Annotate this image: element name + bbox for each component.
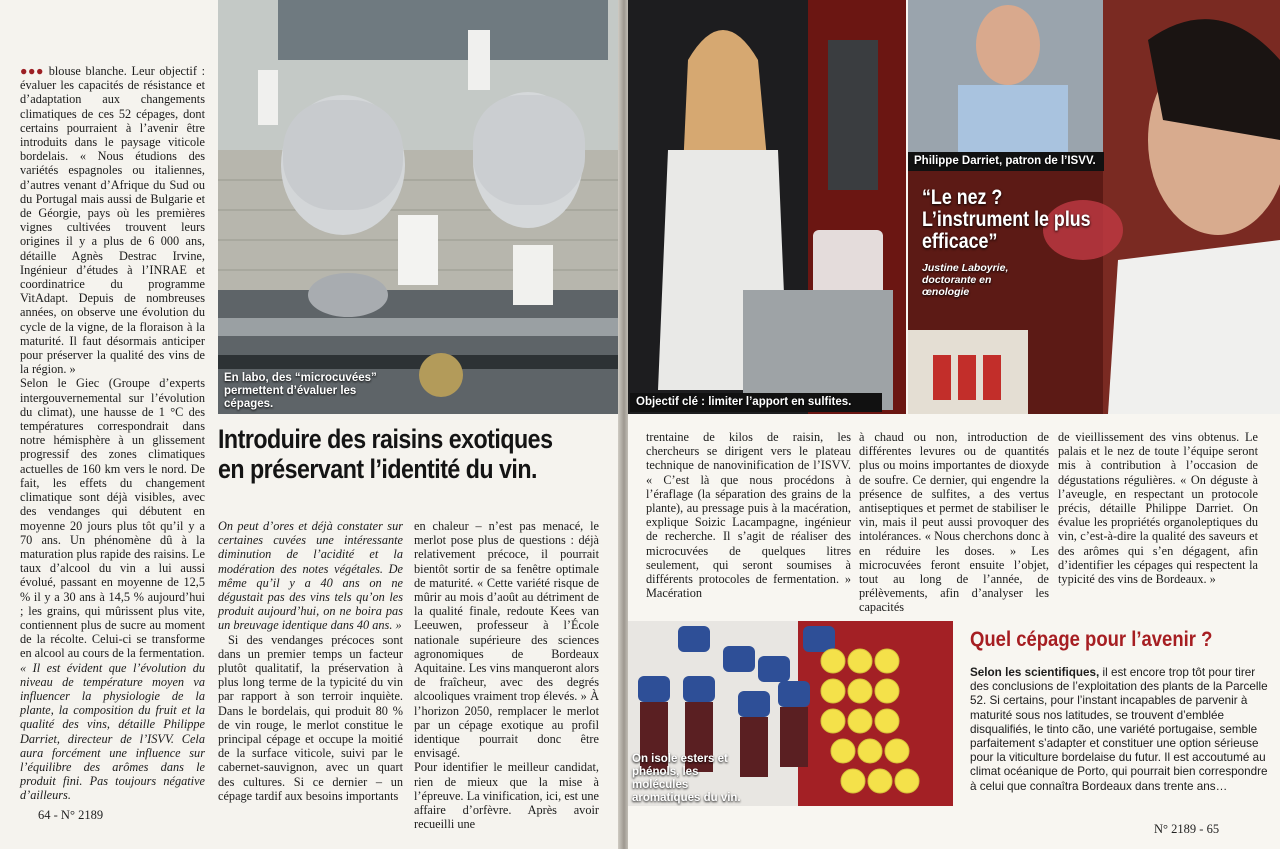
- page-number-right: N° 2189 - 65: [1154, 822, 1220, 836]
- paragraph: Si des vendanges précoces sont dans un premier temps un facteur plutôt qualitatif, la préservation à plus long terme de la typicité du vin par rapport à son terroir inquiète. Dans le bordelais, qui produit 80 % de vin rouge, le merlot constitue le principal cépage et occupe la moitié de la surface viticole, suivi par le cabernet-sauvignon, avec un quart des cultures. Si ce dernier – un cépage tardif aux besoins importants: [218, 632, 403, 803]
- paragraph: en chaleur – n’est pas menacé, le merlot pose plus de questions : déjà relativement précoce, il pourrait bientôt sortir de sa fenêtre optimale de maturité. « Cette variété risque de mûrir au mois d’août au détriment de la qualité finale, redoute Kees van Leeuwen, professeur à l’École nationale supérieure des sciences agronomiques de Bordeaux Aquitaine. Les vins manqueront alors de fraîcheur, avec des degrés alcooliques vraiment trop élevés. » À l’horizon 2050, remplacer le merlot par un cépage exotique au profil identique pourrait donc être envisagé.: [414, 519, 599, 761]
- vials-photo: [628, 621, 953, 806]
- paragraph: [20, 64, 205, 376]
- darriet-caption: Philippe Darriet, patron de l’ISVV.: [908, 152, 1104, 171]
- article-column-3: [414, 519, 599, 831]
- article-headline: Introduire des raisins exotiques en préservant l’identité du vin.: [218, 424, 553, 484]
- page-number-left: 64 - N° 2189: [38, 808, 104, 822]
- researcher-photo-image: [628, 0, 906, 414]
- sidebar-text: [970, 666, 1275, 794]
- article-column-6: de vieillissement des vins obtenus. Le palais et le nez de toute l’équipe seront mis à contribution à l’occasion de dégustations régulières. « On déguste à l’aveugle, en respectant un protocole précis, détaille Philippe Darriet. On évalue les propriétés organoleptiques du vin, c’est-à-dire la qualité des saveurs et des arômes qui s’en dégagent, afin d’identifier les cépages qui respectent la typicité des vins de Bordeaux. »: [1058, 430, 1258, 587]
- sidebar-lead: Selon les scientifiques,: [970, 666, 1100, 679]
- article-column-4: trentaine de kilos de raisin, les chercheurs se dirigent vers le plateau technique de nanovinification de l’ISVV. « C’est là que nous procédons à l’éraflage (la séparation des grains de la plante), au pressage puis à la macération, explique Soizic Lacampagne, ingénieur de recherche. Il s’agit de réaliser des microcuvées de quelques litres seulement, qui seront soumises à différents protocoles de fermentation. » Macération: [646, 430, 851, 601]
- paragraph: Selon le Giec (Groupe d’experts intergouvernemental sur l’évolution du climat), une hausse de 1 °C des températures correspondrait dans notre hémisphère à un glissement progressif des zones climatiques actuelles de 160 km vers le nord. De fait, les effets du changement climatique sont déjà visibles, avec des vendanges qui débutent en moyenne 20 jours plus tôt qu’il y a 70 ans. Un phénomène dû à la maturation plus rapide des raisins. Le taux d’alcool du vin a lui aussi évolué, passant en moyenne de 12,5 % il y a 30 ans à 14,5 % aujourd’hui ; les grains, qui mûrissent plus vite, contiennent plus de sucre au moment de la récolte. Celui-ci se transforme en alcool au cours de la fermentation.: [20, 376, 205, 661]
- article-column-2: [218, 519, 403, 803]
- bullet-dots-icon: ●●●: [20, 64, 45, 78]
- right-page: [628, 0, 1280, 849]
- lab-photo-image: [218, 0, 622, 414]
- sidebar-box: [958, 624, 1280, 814]
- sulfites-caption: Objectif clé : limiter l’apport en sulfites.: [630, 393, 882, 412]
- paragraph-text: blouse blanche. Leur objectif : évaluer les capacités de résistance et d’adaptation aux changements climatiques de ces 52 cépages, dont certains pourraient à l’avenir être introduits dans le paysage viticole bordelais. « Nous étudions des variétés espagnoles ou italiennes, d’autres venant d’Afrique du Sud ou du Portugal mais aussi de Bulgarie et de Géorgie, pays où les premières vignes cultivées trouvent leurs origines il y a plus de 6 000 ans, détaille Agnès Destrac Irvine, Ingénieur d’études à l’INRAE et coordinatrice du programme VitAdapt. Depuis de nombreuses années, on observe une évolution du cycle de la vigne, de la floraison à la maturité. Il faut désormais anticiper pour préserver la qualité des vins de la région. »: [20, 64, 205, 377]
- sidebar-body: il est encore trop tôt pour tirer des conclusions de l’exploitation des plants de la Parcelle 52. Si certains, pour l’instant incapables de parvenir à maturité sous nos latitudes, se trouvent d’emblée disqualifiés, le tinto cão, une variété portugaise, semble parfaitement s’adapter et constituer une option sérieuse pour la viticulture bordelaise du futur. Il est accoutumé au climat océanique de Porto, qui pourrait bien correspondre à celui que connaîtra Bordeaux dans trente ans…: [970, 666, 1268, 793]
- vials-caption: On isole esters et phénols, les molécules aromatiques du vin.: [632, 753, 741, 804]
- sidebar-title: Quel cépage pour l’avenir ?: [970, 628, 1213, 651]
- quote-author: Justine Laboyrie, doctorante en œnologie: [922, 262, 1009, 298]
- left-page: [0, 0, 622, 849]
- quote-headline: “Le nez ? L’instrument le plus efficace”: [922, 186, 1091, 253]
- tasting-photo: [908, 0, 1280, 414]
- paragraph: Pour identifier le meilleur candidat, rien de mieux que la mise à l’épreuve. La vinification, ici, est une affaire d’orfèvre. Après avoir recueilli une: [414, 760, 599, 832]
- lab-photo-caption: En labo, des “microcuvées” permettent d’évaluer les cépages.: [224, 372, 377, 410]
- article-column-5: à chaud ou non, introduction de différentes levures ou de quantités plus ou moins importantes de dioxyde de soufre. Ce dernier, qui engendre la présence de sulfites, a des vertus antiseptiques et permet de stabiliser le vin, mais il peut aussi provoquer des intolérances. « Nous cherchons donc à en réduire les doses. » Les microcuvées feront ensuite l’objet, tout au long de l’année, de prélèvements, afin d’analyser les capacités: [859, 430, 1049, 615]
- paragraph: « Il est évident que l’évolution du niveau de température moyen va influencer la physiologie de la plante, la composition du fruit et la qualité des vins, détaille Philippe Darriet, directeur de l’ISVV. Cela aura forcément une influence sur l’équilibre des arômes dans le produit fini. Pas toujours négative d’ailleurs.: [20, 660, 205, 803]
- researcher-photo: [628, 0, 906, 414]
- lab-photo: [218, 0, 622, 414]
- paragraph: On peut d’ores et déjà constater sur certaines cuvées une intéressante diminution de l’acidité et la modération des notes végétales. De même qu’il y a 40 ans on ne dégustait pas des vins tels qu’on les produit aujourd’hui, on ne boira pas un breuvage identique dans 40 ans. »: [218, 519, 403, 633]
- article-column-1: [20, 64, 205, 803]
